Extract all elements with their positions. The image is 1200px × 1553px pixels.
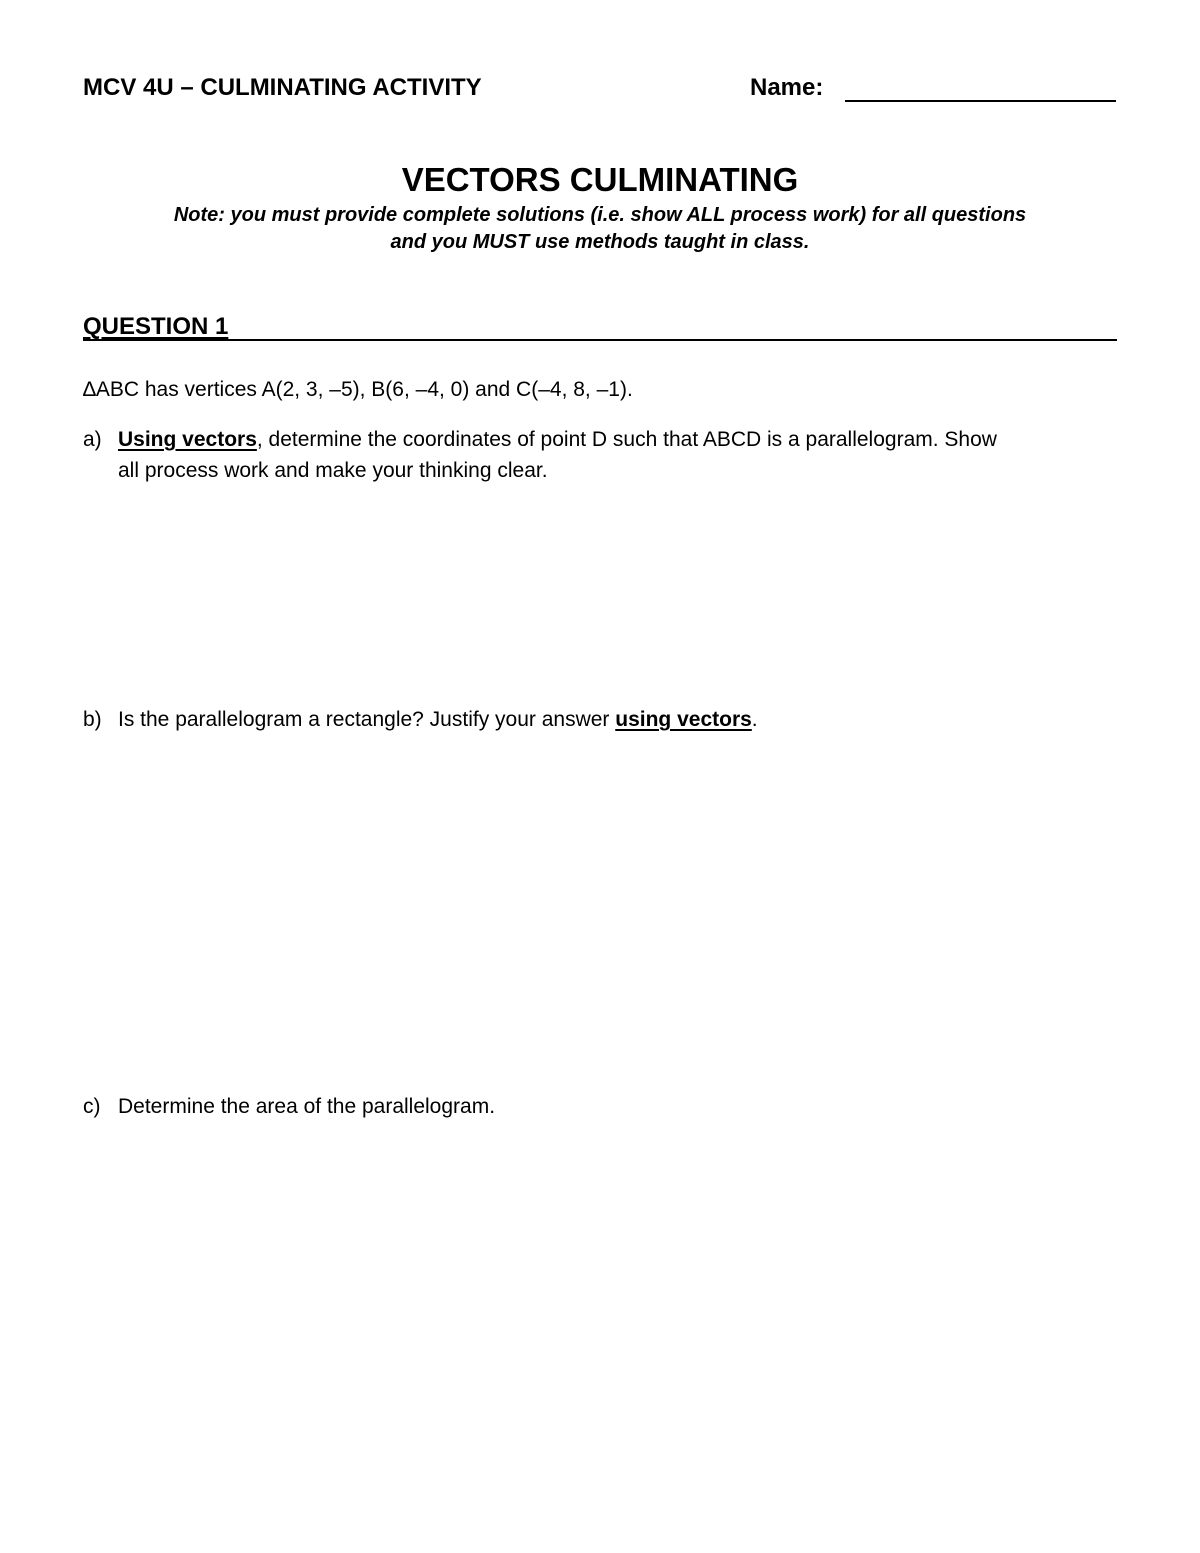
name-label: Name: xyxy=(750,74,824,101)
question-intro: ∆ABC has vertices A(2, 3, –5), B(6, –4, 0) and C(–4, 8, –1). xyxy=(83,378,633,401)
note-line-2: and you MUST use methods taught in class. xyxy=(390,231,810,253)
course-title: MCV 4U – CULMINATING ACTIVITY xyxy=(83,74,482,101)
name-blank-line[interactable] xyxy=(845,100,1116,102)
page-title: VECTORS CULMINATING xyxy=(401,161,799,198)
part-b-text: Is the parallelogram a rectangle? Justify your answer xyxy=(118,708,616,731)
part-a-text: , determine the coordinates of point D such that ABCD is a parallelogram. Show xyxy=(256,428,997,451)
question-heading: QUESTION 1 xyxy=(83,313,229,340)
part-a-label: a) xyxy=(83,428,102,451)
question-divider xyxy=(83,339,1117,341)
part-b-line xyxy=(118,705,758,735)
part-a-emphasis: Using vectors xyxy=(118,428,257,451)
part-b-period: . xyxy=(751,708,758,731)
part-c-text: Determine the area of the parallelogram. xyxy=(118,1095,496,1118)
note-line-1: Note: you must provide complete solutions (i.e. show ALL process work) for all questions xyxy=(173,204,1027,226)
part-a-line-1 xyxy=(118,425,997,455)
part-c-label: c) xyxy=(83,1095,101,1118)
part-a-line-2: all process work and make your thinking clear. xyxy=(118,459,548,482)
part-b-emphasis: using vectors xyxy=(615,708,752,731)
part-b-label: b) xyxy=(83,708,102,731)
